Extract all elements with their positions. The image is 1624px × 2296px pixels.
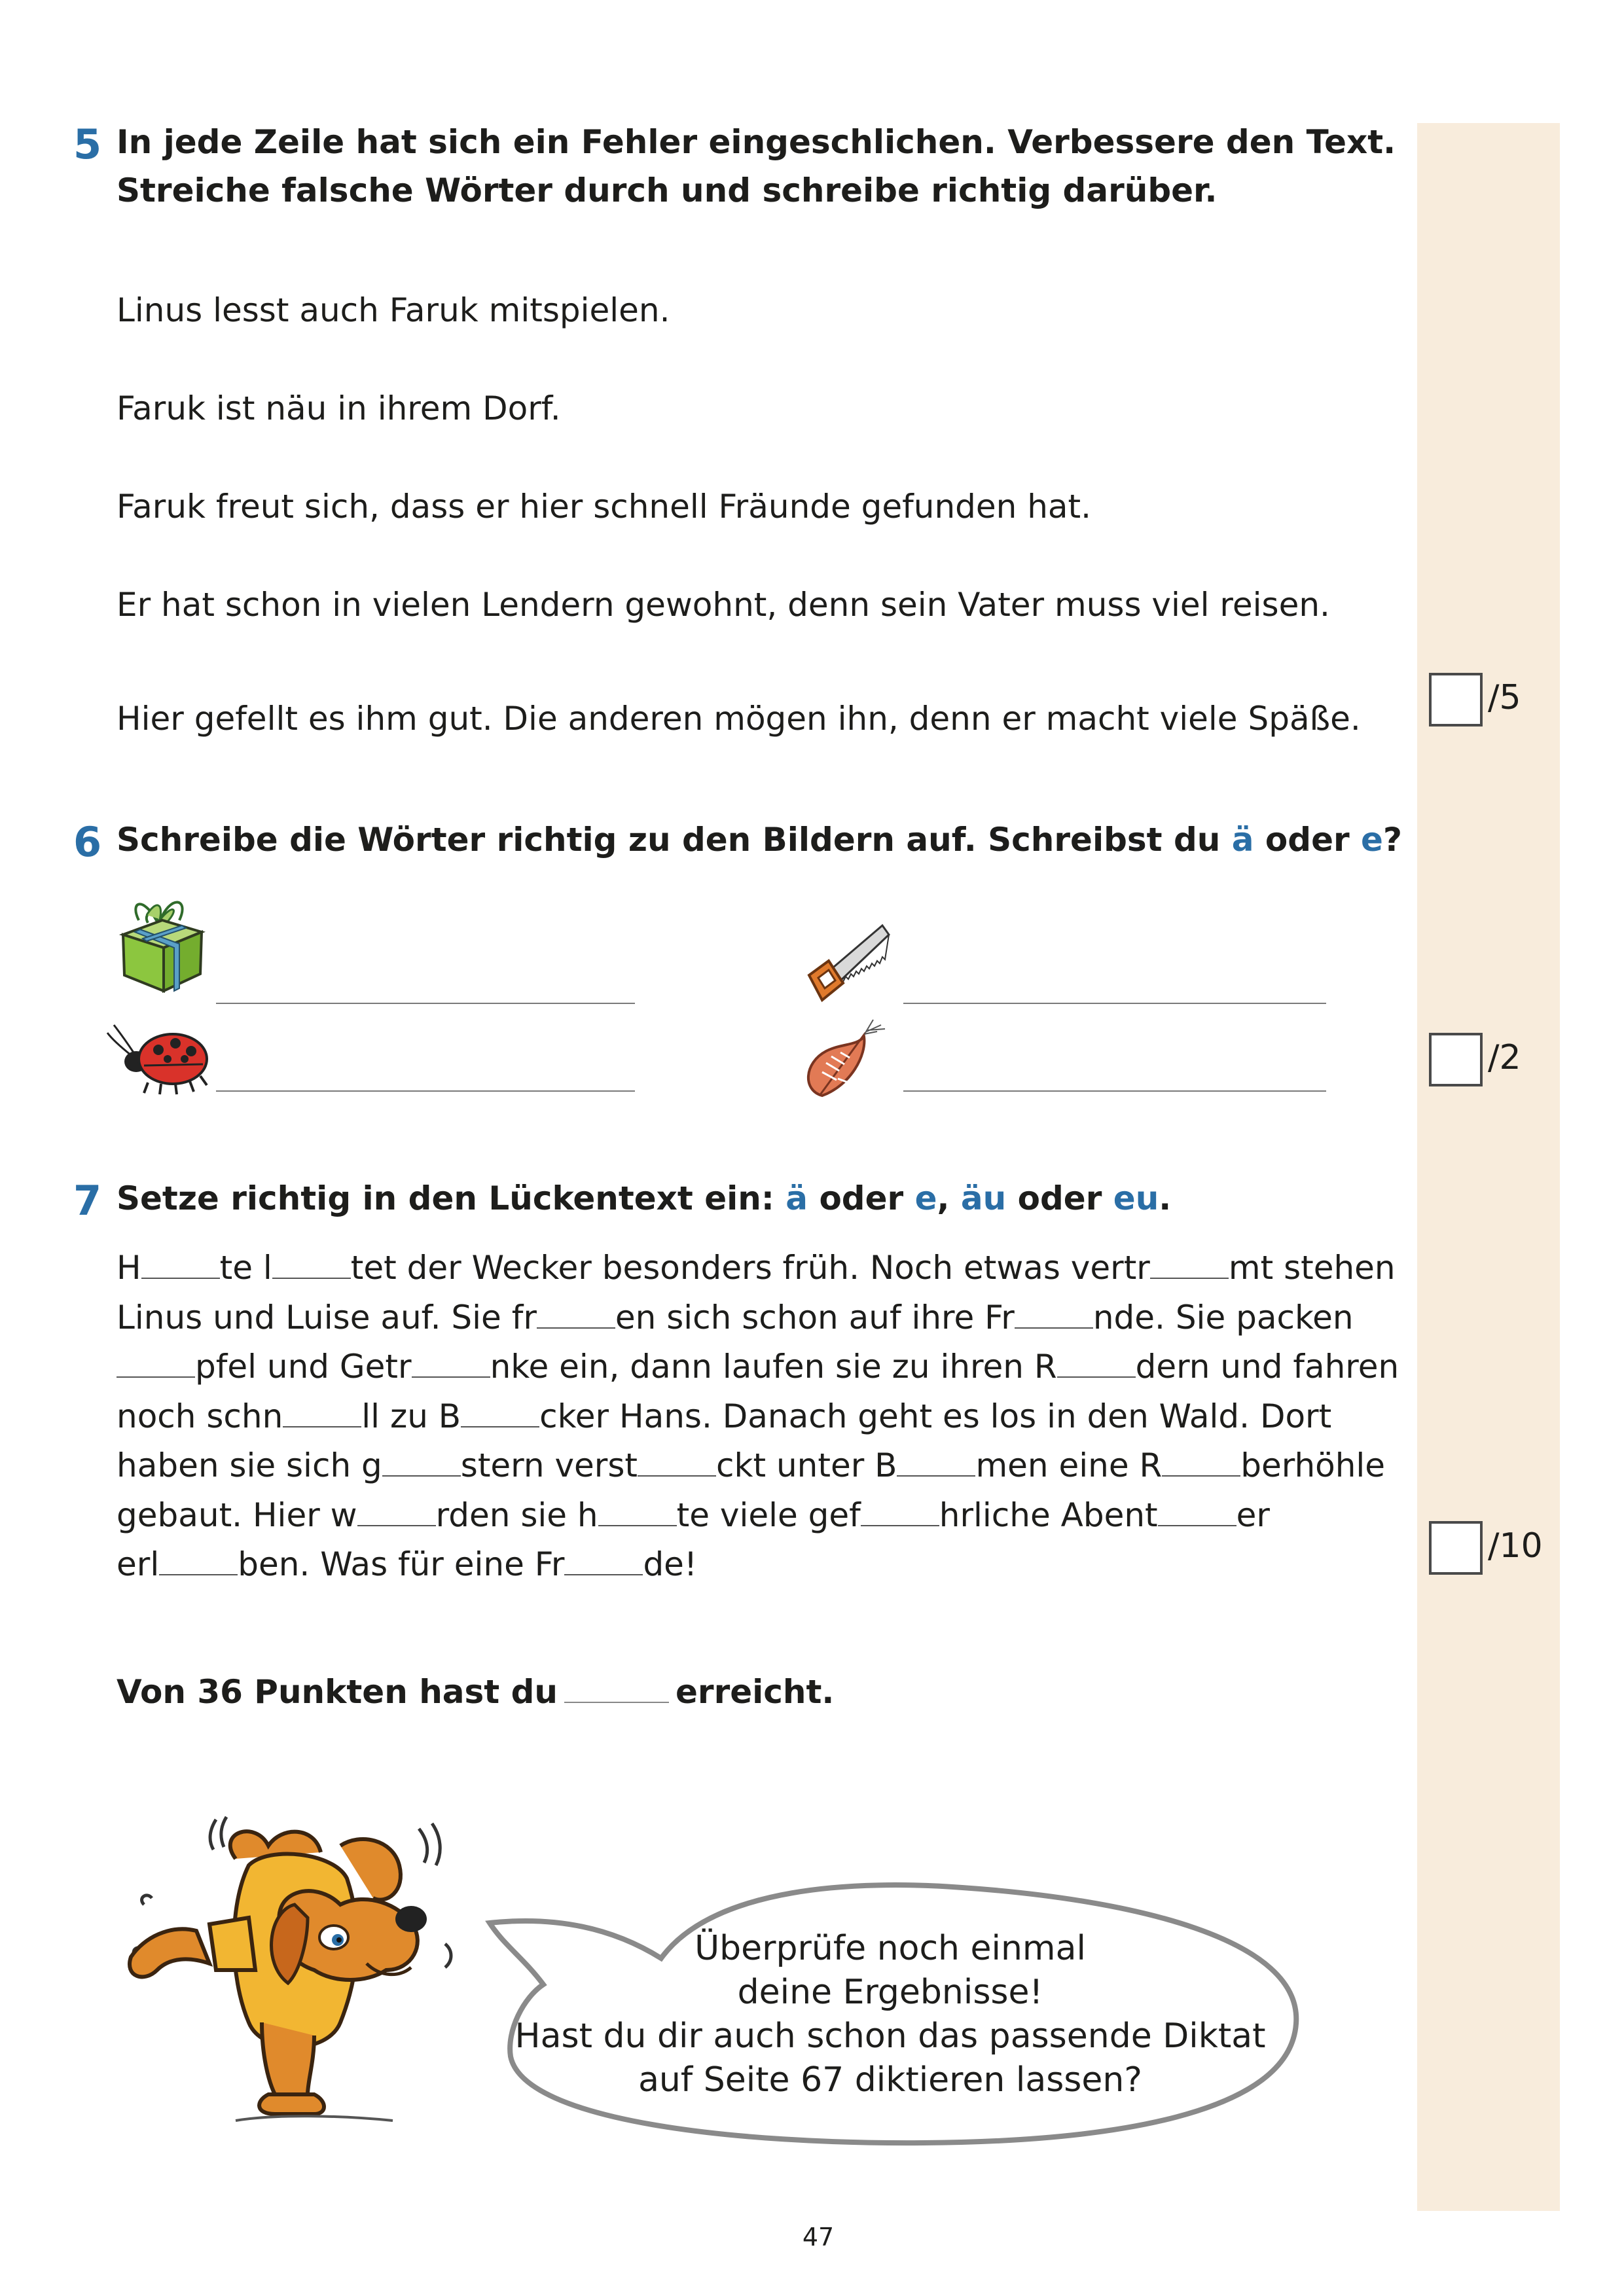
task-7-comma: , <box>937 1179 961 1217</box>
cloze-gap[interactable] <box>117 1353 195 1378</box>
task-6-question-mark: ? <box>1382 821 1402 859</box>
cloze-fragment: rden sie h <box>435 1496 598 1534</box>
task-7-or-1: oder <box>808 1179 915 1217</box>
bubble-line-1: Überprüfe noch einmal <box>695 1929 1086 1968</box>
cloze-fragment: H <box>117 1249 141 1287</box>
feather-icon <box>800 1017 892 1102</box>
total-points-line <box>117 1668 834 1716</box>
cloze-gap[interactable] <box>1015 1304 1093 1329</box>
cloze-line-6 <box>117 1491 1399 1541</box>
cloze-fragment: hrliche Abent <box>939 1496 1158 1534</box>
task-5-score <box>1429 673 1521 726</box>
letter-e-option: e <box>1361 821 1383 859</box>
total-points-field[interactable] <box>564 1676 669 1703</box>
letter-e-option: e <box>914 1179 937 1217</box>
cloze-fragment: ll zu B <box>361 1397 461 1435</box>
task-5-score-box[interactable] <box>1429 673 1483 726</box>
cloze-gap[interactable] <box>897 1452 975 1477</box>
cloze-gap[interactable] <box>283 1403 361 1427</box>
task-7-period: . <box>1159 1179 1172 1217</box>
cloze-fragment: te viele gef <box>676 1496 861 1534</box>
dog-mascot-illustration <box>118 1806 471 2134</box>
cloze-gap[interactable] <box>461 1403 539 1427</box>
task-5-sentence-3: Faruk freut sich, dass er hier schnell Fräunde gefunden hat. <box>117 488 1092 526</box>
cloze-gap[interactable] <box>1150 1254 1229 1279</box>
task-5-sentence-2: Faruk ist näu in ihrem Dorf. <box>117 389 561 427</box>
cloze-fragment: Linus und Luise auf. Sie fr <box>117 1298 537 1336</box>
cloze-gap[interactable] <box>382 1452 461 1477</box>
task-5-instructions <box>117 118 1396 215</box>
cloze-fragment: stern verst <box>460 1446 638 1484</box>
cloze-fragment: ben. Was für eine Fr <box>238 1545 565 1583</box>
task-7-max-points: /10 <box>1488 1526 1543 1566</box>
cloze-fragment: men eine R <box>975 1446 1163 1484</box>
cloze-gap[interactable] <box>1057 1353 1136 1378</box>
cloze-line-5 <box>117 1441 1399 1491</box>
cloze-line-4 <box>117 1392 1399 1442</box>
task-7-score <box>1429 1521 1543 1575</box>
task-5-max-points: /5 <box>1488 678 1521 717</box>
cloze-gap[interactable] <box>861 1501 939 1526</box>
letter-ae-option: ä <box>785 1179 808 1217</box>
cloze-fragment: nke ein, dann laufen sie zu ihren R <box>490 1348 1057 1386</box>
cloze-fragment: er <box>1236 1496 1270 1534</box>
cloze-line-1 <box>117 1244 1399 1293</box>
task-6-instructions <box>117 816 1402 864</box>
task-7-or-2: oder <box>1006 1179 1113 1217</box>
answer-line-ladybug[interactable] <box>216 1090 635 1092</box>
cloze-fragment: ckt unter B <box>716 1446 897 1484</box>
bubble-line-4: auf Seite 67 diktieren lassen? <box>638 2060 1142 2100</box>
cloze-gap[interactable] <box>272 1254 351 1279</box>
cloze-fragment: de! <box>643 1545 697 1583</box>
cloze-line-7 <box>117 1540 1399 1590</box>
task-5-sentence-4: Er hat schon in vielen Lendern gewohnt, denn sein Vater muss viel reisen. <box>117 586 1330 624</box>
letter-ae-option: ä <box>1231 821 1254 859</box>
cloze-fragment: pfel und Getr <box>195 1348 412 1386</box>
task-7-instructions <box>117 1174 1171 1223</box>
cloze-fragment: te l <box>219 1249 272 1287</box>
score-sidebar <box>1417 123 1560 2211</box>
answer-line-gift[interactable] <box>216 1003 635 1004</box>
letter-eu-option: eu <box>1113 1179 1159 1217</box>
cloze-gap[interactable] <box>564 1551 643 1575</box>
summary-before: Von 36 Punkten hast du <box>117 1673 558 1711</box>
cloze-fragment: haben sie sich g <box>117 1446 382 1484</box>
task-7-number: 7 <box>73 1177 102 1225</box>
gift-icon <box>117 889 206 994</box>
cloze-gap[interactable] <box>141 1254 220 1279</box>
cloze-line-3 <box>117 1342 1399 1392</box>
bubble-line-3: Hast du dir auch schon das passende Diktat <box>514 2017 1266 2056</box>
task-7-title-text: Setze richtig in den Lückentext ein: <box>117 1179 786 1217</box>
cloze-fragment: tet der Wecker besonders früh. Noch etwas vertr <box>350 1249 1150 1287</box>
task-6-or: oder <box>1254 821 1362 859</box>
cloze-fragment: noch schn <box>117 1397 283 1435</box>
cloze-gap[interactable] <box>159 1551 238 1575</box>
cloze-gap[interactable] <box>598 1501 677 1526</box>
task-6-score <box>1429 1033 1521 1086</box>
task-5-title-line1: In jede Zeile hat sich ein Fehler eingeschlichen. Verbessere den Text. <box>117 123 1396 161</box>
cloze-fragment: gebaut. Hier w <box>117 1496 357 1534</box>
ladybug-icon <box>105 1018 216 1097</box>
task-6-score-box[interactable] <box>1429 1033 1483 1086</box>
cloze-fragment: cker Hans. Danach geht es los in den Wald. Dort <box>539 1397 1332 1435</box>
summary-after: erreicht. <box>676 1673 835 1711</box>
cloze-line-2 <box>117 1293 1399 1343</box>
cloze-gap[interactable] <box>537 1304 615 1329</box>
task-5-title-line2: Streiche falsche Wörter durch und schreibe richtig darüber. <box>117 171 1218 209</box>
bubble-line-2: deine Ergebnisse! <box>737 1973 1043 2012</box>
task-6-max-points: /2 <box>1488 1038 1521 1077</box>
cloze-text <box>117 1244 1399 1590</box>
cloze-fragment: berhöhle <box>1240 1446 1386 1484</box>
cloze-gap[interactable] <box>638 1452 716 1477</box>
answer-line-feather[interactable] <box>903 1090 1326 1092</box>
cloze-fragment: erl <box>117 1545 160 1583</box>
speech-bubble-text <box>497 1927 1283 2102</box>
cloze-fragment: en sich schon auf ihre Fr <box>615 1298 1015 1336</box>
task-5-number: 5 <box>73 120 102 168</box>
cloze-gap[interactable] <box>357 1501 436 1526</box>
cloze-fragment: nde. Sie packen <box>1092 1298 1354 1336</box>
cloze-fragment: mt stehen <box>1228 1249 1396 1287</box>
task-5-sentence-1: Linus lesst auch Faruk mitspielen. <box>117 291 670 329</box>
cloze-gap[interactable] <box>1158 1501 1236 1526</box>
letter-aeu-option: äu <box>960 1179 1007 1217</box>
cloze-fragment: dern und fahren <box>1135 1348 1399 1386</box>
task-6-number: 6 <box>73 818 102 866</box>
task-6-title-text: Schreibe die Wörter richtig zu den Bildern auf. Schreibst du <box>117 821 1232 859</box>
answer-line-saw[interactable] <box>903 1003 1326 1004</box>
cloze-gap[interactable] <box>1162 1452 1240 1477</box>
cloze-gap[interactable] <box>412 1353 490 1378</box>
saw-icon <box>800 920 892 1005</box>
task-5-sentence-5: Hier gefellt es ihm gut. Die anderen mögen ihn, denn er macht viele Späße. <box>117 700 1361 738</box>
page-number: 47 <box>802 2223 835 2251</box>
task-7-score-box[interactable] <box>1429 1521 1483 1575</box>
